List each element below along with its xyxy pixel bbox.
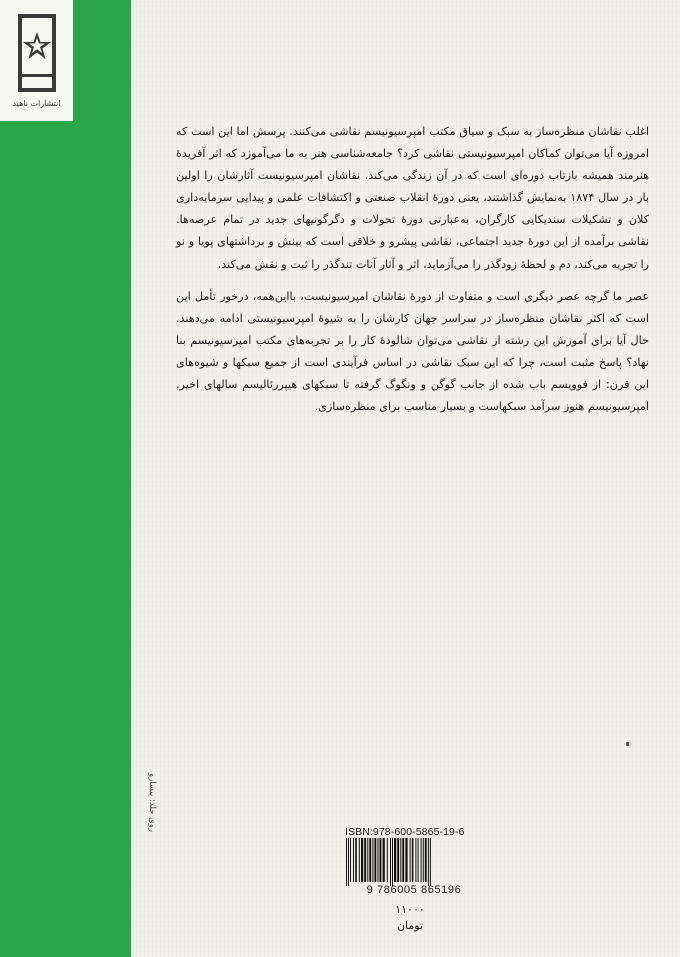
barcode-bar (374, 838, 376, 882)
barcode-bar (421, 838, 422, 882)
description-paragraph-1: اغلب نقاشان منظره‌ساز به سبک و سیاق مکتب امپرسیونیسم نقاشی می‌کنند. پرسش اما این است که امروزه آیا می‌توان کماکان امپرسیونیستی نقاشی کرد؟ جامعه‌شناسی هنر به ما می‌آموزد که اثر آفریدهٔ هنرمند همیشه بازتاب دوره‌ای است که در آن زندگی می‌کند. نقاشان امپرسیونیست آثارشان را اولین بار در سال ۱۸۷۴ به‌نمایش گذاشتند، یعنی دورهٔ انقلاب صنعتی و اکتشافات علمی و پیدایی سرمایه‌داری کلان و تشکیلات سندیکایی کارگران، به‌عبارتی دورهٔ تحولات و دگرگونیهای جدید در تمام عرصه‌ها. نقاشی برآمده از این دورهٔ جدید اجتماعی، نقاشی پیشرو و خلاقی است که بینش و برداشتهای پویا و نو را تجربه می‌کند، دم و لحظهٔ زودگذر را می‌آزماید، اثر و آثار آنات تندگذر را ثبت و نقش می‌کند. (176, 125, 649, 271)
barcode-bar (423, 838, 424, 882)
barcode-bar (415, 838, 416, 882)
price-currency: تومان (396, 919, 424, 932)
barcode (344, 838, 476, 886)
barcode-bar (402, 838, 404, 882)
barcode-bar (369, 838, 371, 882)
barcode-bar (412, 838, 414, 882)
barcode-bar (380, 838, 382, 882)
barcode-digits: 9 786005 865196 (366, 884, 462, 896)
barcode-bar (425, 838, 427, 882)
cover-credit: روی جلد: پیسارو (147, 773, 157, 832)
barcode-bar (372, 838, 373, 882)
price-amount: ۱۱۰۰۰ (395, 903, 425, 916)
barcode-bar (430, 838, 431, 886)
barcode-bar (392, 838, 393, 886)
barcode-bar (390, 838, 391, 886)
star-book-logo-icon (14, 12, 60, 92)
publisher-logo-box (0, 0, 73, 121)
barcode-bar (348, 838, 349, 886)
print-speck (626, 742, 629, 746)
barcode-bar (350, 838, 351, 882)
price (355, 902, 465, 934)
barcode-bar (394, 838, 396, 882)
barcode-bar (387, 838, 388, 882)
barcode-bar (383, 838, 385, 882)
book-description (176, 121, 649, 418)
barcode-bar (397, 838, 399, 882)
barcode-bar (418, 838, 419, 882)
barcode-bar (410, 838, 411, 882)
barcode-bar (364, 838, 366, 882)
barcode-bar (428, 838, 429, 886)
barcode-bar (355, 838, 357, 882)
barcode-bar (353, 838, 354, 882)
barcode-bar (405, 838, 407, 882)
barcode-bar (400, 838, 401, 882)
publisher-name: انتشارات ناهید (12, 99, 61, 108)
barcode-bar (367, 838, 368, 882)
barcode-bar (359, 838, 360, 882)
description-paragraph-2: عصر ما گرچه عصر دیگری است و متفاوت از دورهٔ نقاشان امپرسیونیست، بااین‌همه، درخور تأمل این است که اکثر نقاشان منظره‌ساز در سراسر جهان کارشان را به شیوهٔ امپرسیونیستی ادامه می‌دهند. حال آیا برای آموزش این رشته از نقاشی می‌توان شالودهٔ کار را بر تجربه‌های مکتب امپرسیونیسم بنا نهاد؟ پاسخ مثبت است، چرا که این سبک نقاشی در اساس فرآیندی است از جمیع سبکها و شیوه‌های این قرن: از فوویسم باب شده از جانب گوگن و ونگوگ گرفته تا سبکهای هیپررئالیسم سالهای اخیر. امپرسیونیسم هنوز سرآمد سبکهاست و بسیار مناسب برای منظره‌سازی. (176, 289, 649, 414)
barcode-bar (361, 838, 363, 882)
green-spine-band (0, 0, 131, 957)
barcode-bar (346, 838, 347, 886)
isbn-label: ISBN:978-600-5865-19-6 (345, 826, 465, 838)
barcode-bar (378, 838, 379, 882)
